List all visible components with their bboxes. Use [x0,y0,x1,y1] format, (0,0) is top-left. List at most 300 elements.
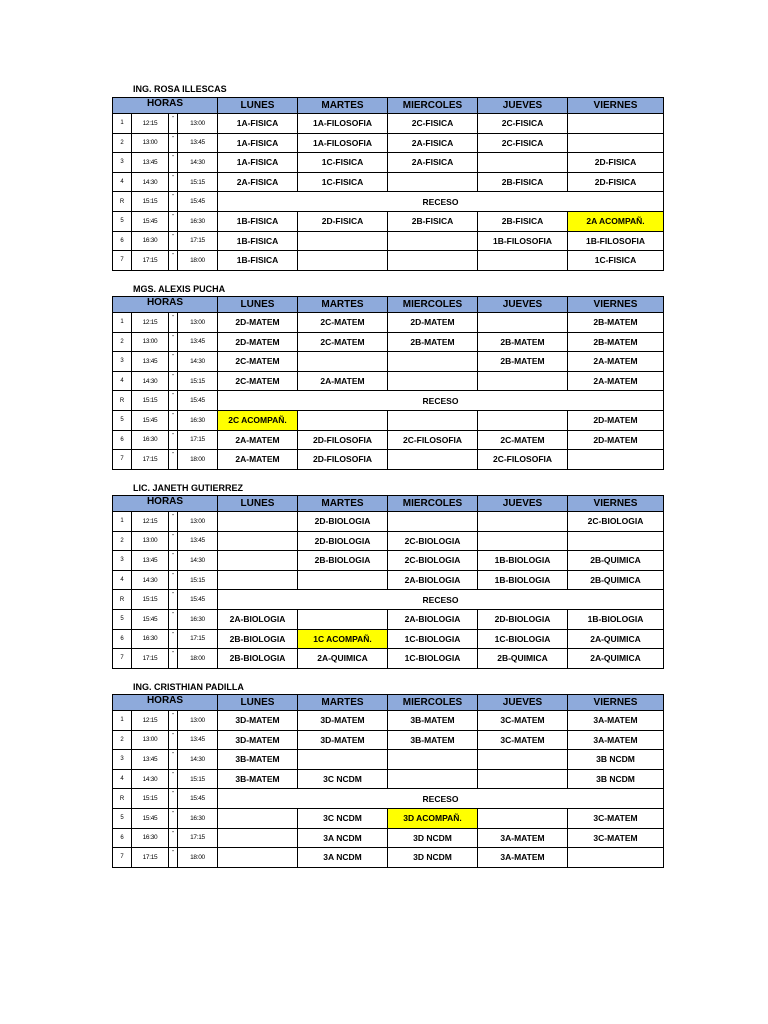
class-cell-lunes: 2C ACOMPAÑ. [218,410,298,430]
time-separator: - [169,192,178,212]
start-time: 12:15 [132,114,169,134]
start-time: 17:15 [132,649,169,669]
table-row [113,848,664,868]
start-time: 15:15 [132,590,169,610]
class-cell-miercoles [388,750,478,770]
class-cell-martes: 1A-FILOSOFIA [298,114,388,134]
table-row [113,231,664,251]
class-cell-lunes: 1A-FISICA [218,133,298,153]
table-row [113,730,664,750]
class-cell-jueves: 2D-BIOLOGIA [478,609,568,629]
class-cell-jueves: 2B-MATEM [478,352,568,372]
start-time: 14:30 [132,570,169,590]
class-cell-miercoles: 2C-FISICA [388,114,478,134]
class-cell-martes: 2D-FISICA [298,211,388,231]
header-martes: MARTES [298,496,388,512]
period-number: 2 [113,730,132,750]
table-row [113,371,664,391]
class-cell-martes: 1C-FISICA [298,153,388,173]
receso-cell: RECESO [218,391,664,411]
class-cell-jueves [478,313,568,333]
time-separator: - [169,332,178,352]
class-cell-martes: 2D-FILOSOFIA [298,450,388,470]
period-number: 7 [113,251,132,271]
class-cell-jueves: 2B-FISICA [478,172,568,192]
time-separator: - [169,410,178,430]
header-row [113,98,664,114]
start-time: 13:45 [132,153,169,173]
class-cell-miercoles: 2C-BIOLOGIA [388,551,478,571]
class-cell-viernes: 3C-MATEM [568,808,664,828]
class-cell-martes: 3D-MATEM [298,711,388,731]
table-row [113,391,664,411]
time-separator: - [169,371,178,391]
class-cell-jueves: 2B-QUIMICA [478,649,568,669]
period-number: 2 [113,531,132,551]
class-cell-martes [298,251,388,271]
period-number: 4 [113,769,132,789]
header-horas: HORAS [113,297,218,313]
table-row [113,828,664,848]
class-cell-jueves: 3C-MATEM [478,711,568,731]
table-row [113,512,664,532]
period-number: 7 [113,649,132,669]
time-separator: - [169,114,178,134]
class-cell-martes: 2A-MATEM [298,371,388,391]
class-cell-martes: 2D-BIOLOGIA [298,531,388,551]
class-cell-martes: 2D-BIOLOGIA [298,512,388,532]
table-row [113,450,664,470]
class-cell-jueves [478,808,568,828]
start-time: 13:00 [132,133,169,153]
class-cell-miercoles [388,769,478,789]
class-cell-jueves: 3A-MATEM [478,828,568,848]
time-separator: - [169,133,178,153]
class-cell-martes: 3A NCDM [298,828,388,848]
start-time: 15:45 [132,410,169,430]
end-time: 17:15 [178,828,218,848]
header-miercoles: MIERCOLES [388,297,478,313]
time-separator: - [169,828,178,848]
period-number: 6 [113,629,132,649]
class-cell-lunes [218,512,298,532]
time-separator: - [169,570,178,590]
start-time: 13:45 [132,750,169,770]
class-cell-jueves [478,512,568,532]
class-cell-martes [298,609,388,629]
time-separator: - [169,450,178,470]
class-cell-viernes: 2D-FISICA [568,153,664,173]
class-cell-viernes: 1B-BIOLOGIA [568,609,664,629]
start-time: 15:45 [132,211,169,231]
class-cell-martes: 3D-MATEM [298,730,388,750]
start-time: 17:15 [132,450,169,470]
table-row [113,769,664,789]
schedule-table [112,296,664,470]
end-time: 14:30 [178,750,218,770]
time-separator: - [169,231,178,251]
header-miercoles: MIERCOLES [388,695,478,711]
period-number: R [113,391,132,411]
class-cell-viernes: 2D-MATEM [568,430,664,450]
table-row [113,750,664,770]
teacher-name: MGS. ALEXIS PUCHA [133,284,226,294]
time-separator: - [169,251,178,271]
class-cell-martes [298,750,388,770]
period-number: 1 [113,711,132,731]
class-cell-miercoles: 2A-FISICA [388,133,478,153]
end-time: 16:30 [178,609,218,629]
class-cell-miercoles: 2A-BIOLOGIA [388,609,478,629]
class-cell-martes: 1C-FISICA [298,172,388,192]
time-separator: - [169,750,178,770]
class-cell-jueves [478,531,568,551]
class-cell-miercoles: 3D NCDM [388,828,478,848]
class-cell-viernes [568,848,664,868]
class-cell-jueves: 2C-MATEM [478,430,568,450]
class-cell-jueves [478,251,568,271]
receso-cell: RECESO [218,590,664,610]
time-separator: - [169,808,178,828]
header-row [113,695,664,711]
start-time: 17:15 [132,251,169,271]
class-cell-viernes: 2B-QUIMICA [568,570,664,590]
class-cell-miercoles: 3D ACOMPAÑ. [388,808,478,828]
header-martes: MARTES [298,695,388,711]
start-time: 13:00 [132,730,169,750]
period-number: 1 [113,114,132,134]
time-separator: - [169,352,178,372]
start-time: 13:00 [132,332,169,352]
end-time: 13:45 [178,133,218,153]
start-time: 13:45 [132,352,169,372]
table-row [113,133,664,153]
class-cell-lunes: 1B-FISICA [218,211,298,231]
class-cell-miercoles [388,352,478,372]
table-row [113,114,664,134]
class-cell-miercoles: 1C-BIOLOGIA [388,649,478,669]
class-cell-martes: 2D-FILOSOFIA [298,430,388,450]
period-number: 7 [113,450,132,470]
class-cell-lunes: 2B-BIOLOGIA [218,649,298,669]
table-row [113,313,664,333]
time-separator: - [169,172,178,192]
end-time: 14:30 [178,153,218,173]
period-number: 1 [113,313,132,333]
class-cell-jueves: 1B-BIOLOGIA [478,551,568,571]
start-time: 13:00 [132,531,169,551]
header-lunes: LUNES [218,297,298,313]
class-cell-lunes: 1B-FISICA [218,231,298,251]
table-row [113,551,664,571]
period-number: 6 [113,430,132,450]
class-cell-viernes: 2D-FISICA [568,172,664,192]
period-number: R [113,789,132,809]
time-separator: - [169,551,178,571]
class-cell-viernes: 2A-QUIMICA [568,629,664,649]
end-time: 18:00 [178,251,218,271]
period-number: 3 [113,750,132,770]
class-cell-martes: 2A-QUIMICA [298,649,388,669]
time-separator: - [169,730,178,750]
class-cell-martes: 1A-FILOSOFIA [298,133,388,153]
class-cell-jueves: 2B-MATEM [478,332,568,352]
period-number: 4 [113,371,132,391]
class-cell-viernes: 2A-MATEM [568,352,664,372]
start-time: 14:30 [132,769,169,789]
start-time: 12:15 [132,711,169,731]
time-separator: - [169,629,178,649]
class-cell-lunes: 2A-BIOLOGIA [218,609,298,629]
class-cell-jueves [478,769,568,789]
end-time: 18:00 [178,450,218,470]
time-separator: - [169,711,178,731]
class-cell-lunes: 2B-BIOLOGIA [218,629,298,649]
start-time: 16:30 [132,629,169,649]
class-cell-viernes [568,531,664,551]
end-time: 16:30 [178,211,218,231]
period-number: 3 [113,352,132,372]
end-time: 15:45 [178,192,218,212]
class-cell-miercoles [388,371,478,391]
class-cell-martes: 2C-MATEM [298,332,388,352]
table-row [113,410,664,430]
period-number: 3 [113,153,132,173]
time-separator: - [169,313,178,333]
teacher-name: ING. ROSA ILLESCAS [133,84,227,94]
end-time: 18:00 [178,649,218,669]
end-time: 15:45 [178,391,218,411]
end-time: 13:45 [178,730,218,750]
receso-cell: RECESO [218,789,664,809]
start-time: 15:45 [132,609,169,629]
table-row [113,153,664,173]
end-time: 15:15 [178,371,218,391]
class-cell-viernes: 1C-FISICA [568,251,664,271]
end-time: 13:00 [178,114,218,134]
class-cell-viernes: 3A-MATEM [568,711,664,731]
class-cell-lunes [218,828,298,848]
header-viernes: VIERNES [568,297,664,313]
class-cell-lunes: 2A-MATEM [218,430,298,450]
end-time: 14:30 [178,551,218,571]
time-separator: - [169,590,178,610]
period-number: 7 [113,848,132,868]
end-time: 17:15 [178,430,218,450]
start-time: 15:15 [132,391,169,411]
table-row [113,789,664,809]
start-time: 12:15 [132,512,169,532]
header-row [113,297,664,313]
class-cell-viernes: 3C-MATEM [568,828,664,848]
class-cell-martes [298,352,388,372]
table-row [113,352,664,372]
period-number: 5 [113,609,132,629]
class-cell-lunes: 1B-FISICA [218,251,298,271]
period-number: 4 [113,570,132,590]
header-lunes: LUNES [218,496,298,512]
class-cell-miercoles [388,512,478,532]
end-time: 16:30 [178,808,218,828]
class-cell-viernes: 2B-QUIMICA [568,551,664,571]
class-cell-miercoles: 2A-FISICA [388,153,478,173]
start-time: 17:15 [132,848,169,868]
start-time: 16:30 [132,231,169,251]
start-time: 15:15 [132,192,169,212]
class-cell-lunes [218,848,298,868]
receso-cell: RECESO [218,192,664,212]
header-row [113,496,664,512]
time-separator: - [169,789,178,809]
table-row [113,251,664,271]
end-time: 15:45 [178,590,218,610]
end-time: 15:15 [178,769,218,789]
class-cell-viernes: 3A-MATEM [568,730,664,750]
period-number: R [113,192,132,212]
end-time: 18:00 [178,848,218,868]
period-number: 5 [113,410,132,430]
schedule-table [112,495,664,669]
table-row [113,211,664,231]
start-time: 13:45 [132,551,169,571]
class-cell-lunes [218,808,298,828]
header-miercoles: MIERCOLES [388,496,478,512]
end-time: 16:30 [178,410,218,430]
period-number: 5 [113,211,132,231]
period-number: 1 [113,512,132,532]
header-martes: MARTES [298,98,388,114]
table-row [113,808,664,828]
period-number: 4 [113,172,132,192]
class-cell-miercoles: 2C-BIOLOGIA [388,531,478,551]
time-separator: - [169,211,178,231]
table-row [113,649,664,669]
class-cell-jueves [478,153,568,173]
time-separator: - [169,430,178,450]
end-time: 15:45 [178,789,218,809]
class-cell-jueves [478,371,568,391]
class-cell-miercoles: 3D NCDM [388,848,478,868]
class-cell-miercoles [388,410,478,430]
class-cell-martes: 1C ACOMPAÑ. [298,629,388,649]
class-cell-lunes: 2A-FISICA [218,172,298,192]
time-separator: - [169,512,178,532]
class-cell-martes: 3C NCDM [298,769,388,789]
end-time: 15:15 [178,172,218,192]
start-time: 16:30 [132,828,169,848]
class-cell-viernes: 1B-FILOSOFIA [568,231,664,251]
class-cell-miercoles: 2B-FISICA [388,211,478,231]
class-cell-miercoles: 2B-MATEM [388,332,478,352]
class-cell-lunes: 2D-MATEM [218,313,298,333]
class-cell-miercoles: 2D-MATEM [388,313,478,333]
end-time: 13:00 [178,512,218,532]
class-cell-martes [298,570,388,590]
class-cell-jueves: 2B-FISICA [478,211,568,231]
table-row [113,332,664,352]
end-time: 17:15 [178,231,218,251]
class-cell-martes: 2C-MATEM [298,313,388,333]
table-row [113,629,664,649]
period-number: 6 [113,828,132,848]
class-cell-miercoles [388,251,478,271]
end-time: 13:00 [178,711,218,731]
class-cell-viernes: 2A-MATEM [568,371,664,391]
class-cell-martes: 3A NCDM [298,848,388,868]
start-time: 15:15 [132,789,169,809]
schedule-table [112,97,664,271]
period-number: R [113,590,132,610]
header-horas: HORAS [113,695,218,711]
time-separator: - [169,153,178,173]
period-number: 6 [113,231,132,251]
class-cell-lunes: 3B-MATEM [218,750,298,770]
header-viernes: VIERNES [568,98,664,114]
table-row [113,590,664,610]
class-cell-lunes: 1A-FISICA [218,114,298,134]
class-cell-lunes: 2C-MATEM [218,352,298,372]
period-number: 5 [113,808,132,828]
class-cell-miercoles [388,450,478,470]
class-cell-viernes: 2C-BIOLOGIA [568,512,664,532]
table-row [113,711,664,731]
header-horas: HORAS [113,496,218,512]
class-cell-jueves: 2C-FILOSOFIA [478,450,568,470]
class-cell-jueves: 3A-MATEM [478,848,568,868]
time-separator: - [169,769,178,789]
header-lunes: LUNES [218,695,298,711]
class-cell-lunes: 3D-MATEM [218,711,298,731]
class-cell-lunes: 1A-FISICA [218,153,298,173]
header-viernes: VIERNES [568,695,664,711]
class-cell-jueves: 1B-BIOLOGIA [478,570,568,590]
class-cell-jueves: 1C-BIOLOGIA [478,629,568,649]
time-separator: - [169,609,178,629]
header-jueves: JUEVES [478,98,568,114]
class-cell-lunes: 3B-MATEM [218,769,298,789]
table-row [113,531,664,551]
time-separator: - [169,649,178,669]
class-cell-miercoles: 3B-MATEM [388,711,478,731]
class-cell-lunes: 2D-MATEM [218,332,298,352]
class-cell-lunes [218,570,298,590]
class-cell-jueves: 3C-MATEM [478,730,568,750]
class-cell-martes: 2B-BIOLOGIA [298,551,388,571]
class-cell-viernes [568,114,664,134]
class-cell-viernes: 3B NCDM [568,769,664,789]
teacher-name: ING. CRISTHIAN PADILLA [133,682,244,692]
end-time: 13:45 [178,531,218,551]
table-row [113,570,664,590]
end-time: 14:30 [178,352,218,372]
period-number: 2 [113,332,132,352]
schedule-table [112,694,664,868]
class-cell-jueves: 2C-FISICA [478,133,568,153]
end-time: 13:45 [178,332,218,352]
end-time: 17:15 [178,629,218,649]
start-time: 16:30 [132,430,169,450]
start-time: 12:15 [132,313,169,333]
end-time: 13:00 [178,313,218,333]
class-cell-miercoles: 1C-BIOLOGIA [388,629,478,649]
class-cell-viernes: 2A ACOMPAÑ. [568,211,664,231]
class-cell-jueves: 1B-FILOSOFIA [478,231,568,251]
class-cell-lunes: 2C-MATEM [218,371,298,391]
class-cell-lunes: 2A-MATEM [218,450,298,470]
class-cell-viernes [568,450,664,470]
class-cell-jueves: 2C-FISICA [478,114,568,134]
class-cell-viernes: 2B-MATEM [568,332,664,352]
